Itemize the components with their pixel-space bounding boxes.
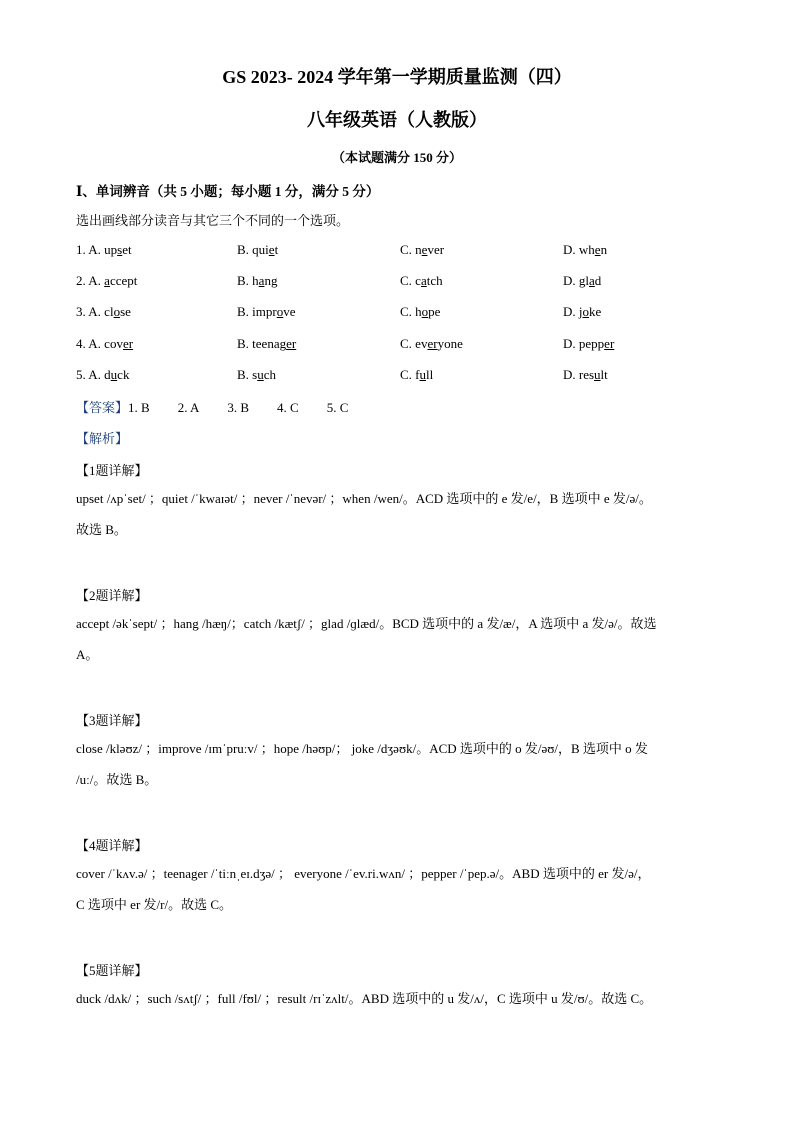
detail-line: upset /ʌpˈset/ ；quiet /ˈkwaɪət/ ；never /ˈnevər/ ；when /wen/。ACD 选项中的 e 发/e/，B 选项中 e 发/ə/。 bbox=[76, 491, 652, 506]
answer-line bbox=[76, 397, 348, 416]
detail-line: close /kləʊz/ ；improve /ɪmˈpruːv/ ；hope /həʊp/； joke /dʒəʊk/。ACD 选项中的 o 发/əʊ/，B 选项中 o 发 bbox=[76, 741, 648, 756]
option-c: C. full bbox=[400, 367, 434, 382]
detail-heading: 【2题详解】 bbox=[76, 588, 148, 603]
option-b: B. hang bbox=[237, 273, 278, 288]
detail-heading: 【4题详解】 bbox=[76, 838, 148, 853]
detail-text bbox=[76, 983, 726, 1014]
option-a: 2. A. accept bbox=[76, 273, 138, 288]
section-instruction: 选出画线部分读音与其它三个不同的一个选项。 bbox=[76, 213, 350, 228]
option-d: D. pepper bbox=[563, 336, 615, 351]
option-b: B. teenager bbox=[237, 336, 297, 351]
detail-line: cover /ˈkʌv.ə/ ；teenager /ˈtiːnˌeɪ.dʒə/ ； everyone /ˈev.ri.wʌn/ ；pepper /ˈpep.ə/。ABD 选项中的 er 发/ə/， bbox=[76, 866, 651, 881]
detail-line: 故选 B。 bbox=[76, 522, 127, 537]
option-d: D. result bbox=[563, 367, 608, 382]
option-c: C. everyone bbox=[400, 336, 463, 351]
analysis-label: 【解析】 bbox=[76, 431, 129, 446]
answer-item: 1. B bbox=[128, 400, 150, 415]
option-b: B. such bbox=[237, 367, 277, 382]
option-d: D. when bbox=[563, 242, 608, 257]
detail-line: /uː/。故选 B。 bbox=[76, 772, 158, 787]
detail-line: C 选项中 er 发/r/。故选 C。 bbox=[76, 897, 232, 912]
detail-text bbox=[76, 608, 726, 670]
detail-heading: 【3题详解】 bbox=[76, 713, 148, 728]
option-a: 5. A. duck bbox=[76, 367, 130, 382]
option-b: B. improve bbox=[237, 304, 296, 319]
option-a: 1. A. upset bbox=[76, 242, 132, 257]
option-c: C. never bbox=[400, 242, 445, 257]
detail-text bbox=[76, 733, 726, 795]
detail-line: accept /əkˈsept/ ；hang /hæŋ/；catch /kætʃ/ ；glad /ɡlæd/。BCD 选项中的 a 发/æ/，A 选项中 a 发/ə/。故选 bbox=[76, 616, 657, 631]
detail-line: duck /dʌk/ ；such /sʌtʃ/ ；full /fʊl/ ；result /rɪˈzʌlt/。ABD 选项中的 u 发/ʌ/，C 选项中 u 发/ʊ/。故选 C。 bbox=[76, 991, 653, 1006]
answer-item: 2. A bbox=[177, 400, 200, 415]
option-c: C. catch bbox=[400, 273, 443, 288]
detail-text bbox=[76, 858, 726, 920]
exam-title: GS 2023- 2024 学年第一学期质量监测（四） bbox=[222, 67, 572, 87]
option-d: D. glad bbox=[563, 273, 602, 288]
section-heading: Ⅰ、单词辨音（共 5 小题；每小题 1 分，满分 5 分） bbox=[76, 184, 380, 199]
option-c: C. hope bbox=[400, 304, 441, 319]
detail-heading: 【5题详解】 bbox=[76, 963, 148, 978]
option-d: D. joke bbox=[563, 304, 602, 319]
option-a: 4. A. cover bbox=[76, 336, 134, 351]
option-b: B. quiet bbox=[237, 242, 279, 257]
answer-label: 【答案】 bbox=[76, 400, 129, 415]
detail-line: A。 bbox=[76, 647, 99, 662]
exam-subtitle: 八年级英语（人教版） bbox=[307, 110, 487, 130]
detail-text bbox=[76, 483, 726, 545]
answer-item: 3. B bbox=[227, 400, 250, 415]
score-note: （本试题满分 150 分） bbox=[331, 150, 462, 165]
option-a: 3. A. close bbox=[76, 304, 131, 319]
answer-item: 4. C bbox=[277, 400, 299, 415]
detail-heading: 【1题详解】 bbox=[76, 463, 148, 478]
answer-item: 5. C bbox=[326, 400, 349, 415]
